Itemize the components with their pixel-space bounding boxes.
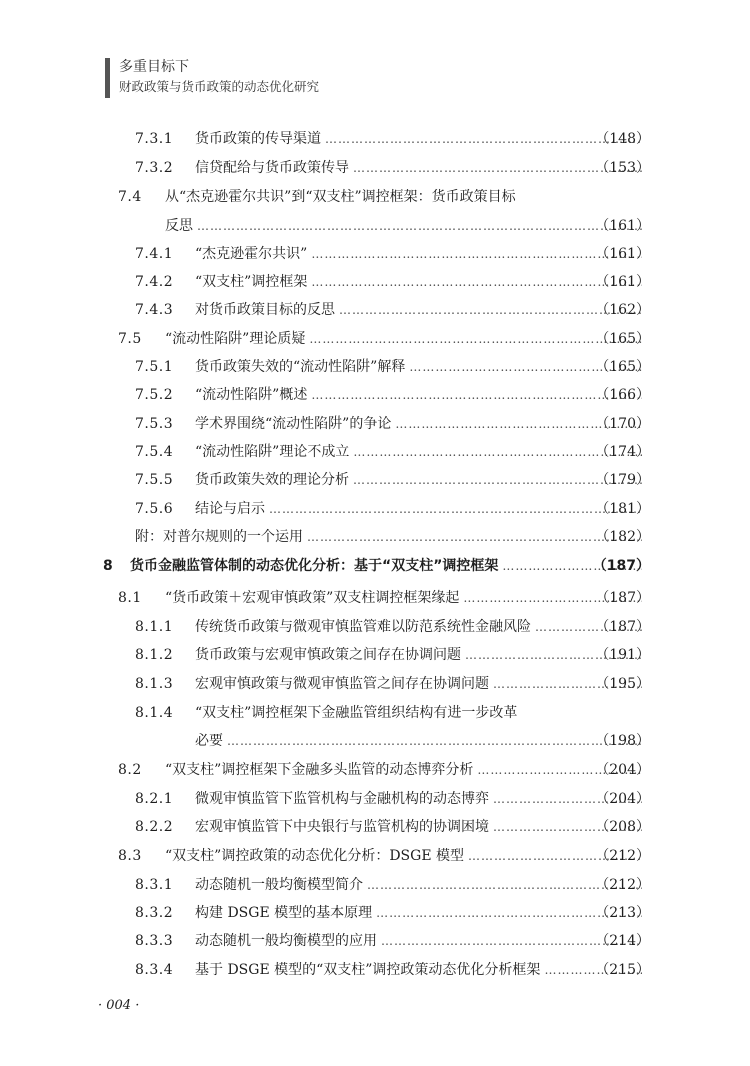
page-ref: （161）	[595, 218, 650, 234]
page-ref: （182）	[595, 529, 650, 545]
section-number: 8.1.1	[135, 619, 174, 635]
section-title: 对货币政策目标的反思	[195, 296, 339, 324]
toc-entry[interactable]	[0, 613, 750, 641]
toc-entry[interactable]	[0, 956, 750, 984]
page-ref: （181）	[595, 501, 650, 517]
section-title: 微观审慎监管下监管机构与金融机构的动态博弈	[195, 785, 493, 813]
section-title: 动态随机一般均衡模型简介	[195, 871, 367, 899]
toc-entry[interactable]	[0, 641, 750, 669]
toc-entry-continued[interactable]	[0, 727, 750, 755]
section-title: 信贷配给与货币政策传导	[195, 154, 353, 182]
section-number: 7.4	[118, 189, 142, 205]
page-ref: （165）	[595, 331, 650, 347]
toc-entry[interactable]	[0, 466, 750, 494]
page-ref: （191）	[595, 647, 650, 663]
section-number: 7.5.1	[135, 359, 174, 375]
page-ref: （212）	[595, 848, 650, 864]
section-number: 8.3.4	[135, 962, 174, 978]
section-title: “双支柱”调控政策的动态优化分析：DSGE 模型	[165, 842, 468, 870]
section-number: 7.5.4	[135, 444, 174, 460]
section-title: 动态随机一般均衡模型的应用	[195, 927, 381, 955]
toc-entry[interactable]	[0, 927, 750, 955]
toc-entry[interactable]	[0, 756, 750, 784]
section-title: 宏观审慎监管下中央银行与监管机构的协调困境	[195, 813, 493, 841]
book-subtitle: 财政政策与货币政策的动态优化研究	[119, 79, 320, 94]
page-ref: （215）	[595, 962, 650, 978]
section-title: 从“杰克逊霍尔共识”到“双支柱”调控框架：货币政策目标	[165, 189, 516, 205]
toc-entry[interactable]	[0, 670, 750, 698]
section-title: “流动性陷阱”概述	[195, 381, 311, 409]
toc-entry[interactable]	[0, 495, 750, 523]
section-title: 附：对普尔规则的一个运用	[135, 523, 307, 551]
page-ref: （187）	[595, 619, 650, 635]
section-title: “双支柱”调控框架下金融多头监管的动态博弈分析	[165, 756, 477, 784]
page-ref: （204）	[595, 762, 650, 778]
page-ref: （208）	[595, 819, 650, 835]
section-number: 7.5.3	[135, 416, 174, 432]
leader-dots	[197, 212, 642, 240]
toc-entry[interactable]	[0, 268, 750, 296]
section-number: 7.3.2	[135, 160, 174, 176]
section-title: 货币政策失效的“流动性陷阱”解释	[195, 353, 409, 381]
page-ref: （161）	[595, 274, 650, 290]
leader-dots	[309, 325, 642, 353]
toc-entry[interactable]	[0, 125, 750, 153]
section-title: “流动性陷阱”理论不成立	[195, 438, 353, 466]
section-title: “货币政策＋宏观审慎政策”双支柱调控框架缘起	[165, 584, 463, 612]
book-title: 多重目标下	[119, 59, 189, 75]
section-number: 8.2.2	[135, 819, 174, 835]
toc-entry[interactable]	[0, 381, 750, 409]
section-number: 8.3	[118, 848, 142, 864]
page-ref: （179）	[595, 472, 650, 488]
page-ref: （213）	[595, 905, 650, 921]
section-title: 构建 DSGE 模型的基本原理	[195, 899, 376, 927]
toc-entry[interactable]	[0, 325, 750, 353]
toc-entry[interactable]	[0, 438, 750, 466]
leader-dots	[311, 240, 642, 268]
section-number: 7.4.1	[135, 246, 174, 262]
page-ref: （153）	[595, 160, 650, 176]
page-ref: （170）	[595, 416, 650, 432]
page-ref: （214）	[595, 933, 650, 949]
page-ref: （174）	[595, 444, 650, 460]
section-number: 7.5	[118, 331, 142, 347]
section-title: 货币政策失效的理论分析	[195, 466, 353, 494]
section-number: 7.4.2	[135, 274, 174, 290]
toc-entry[interactable]	[0, 296, 750, 324]
section-title: 货币政策的传导渠道	[195, 125, 325, 153]
section-title: “双支柱”调控框架	[195, 268, 311, 296]
page-ref: （212）	[595, 877, 650, 893]
section-title: “流动性陷阱”理论质疑	[165, 325, 309, 353]
page-ref: （187）	[595, 590, 650, 606]
toc-entry[interactable]	[0, 813, 750, 841]
section-number: 8.1.4	[135, 705, 174, 721]
section-number: 8.1	[118, 590, 142, 606]
section-title-continued: 反思	[165, 212, 197, 240]
page-ref: （195）	[595, 676, 650, 692]
toc-entry[interactable]	[0, 183, 750, 211]
toc-entry[interactable]	[0, 842, 750, 870]
section-number: 7.3.1	[135, 131, 174, 147]
page-ref: （162）	[595, 302, 650, 318]
section-number: 8.2.1	[135, 791, 174, 807]
section-title: 宏观审慎政策与微观审慎监管之间存在协调问题	[195, 670, 493, 698]
section-number: 8.3.2	[135, 905, 174, 921]
toc-entry[interactable]	[0, 584, 750, 612]
section-number: 7.5.6	[135, 501, 174, 517]
section-number: 7.5.2	[135, 387, 174, 403]
section-number: 8.3.1	[135, 877, 174, 893]
section-number: 8.2	[118, 762, 142, 778]
section-number: 8.1.3	[135, 676, 174, 692]
leader-dots	[269, 495, 642, 523]
section-title: 传统货币政策与微观审慎监管难以防范系统性金融风险	[195, 613, 535, 641]
page-ref: （166）	[595, 387, 650, 403]
page-ref: （187）	[592, 558, 650, 574]
section-title-continued: 必要	[195, 727, 227, 755]
page-ref: （148）	[595, 131, 650, 147]
section-title: 基于 DSGE 模型的“双支柱”调控政策动态优化分析框架	[195, 956, 544, 984]
page-number: · 004 ·	[98, 998, 140, 1013]
leader-dots	[311, 381, 642, 409]
section-title: “双支柱”调控框架下金融监管组织结构有进一步改革	[195, 705, 518, 721]
section-title: 学术界围绕“流动性陷阱”的争论	[195, 410, 395, 438]
toc-entry[interactable]	[0, 785, 750, 813]
section-number: 7.5.5	[135, 472, 174, 488]
section-number: 8.1.2	[135, 647, 174, 663]
section-number: 7.4.3	[135, 302, 174, 318]
toc-entry[interactable]	[0, 353, 750, 381]
chapter-number: 8	[103, 558, 114, 574]
toc-entry[interactable]	[0, 523, 750, 551]
page-ref: （204）	[595, 791, 650, 807]
leader-dots	[307, 523, 642, 551]
toc-entry[interactable]	[0, 899, 750, 927]
toc-entry[interactable]	[0, 410, 750, 438]
toc-entry[interactable]	[0, 871, 750, 899]
section-title: 结论与启示	[195, 495, 269, 523]
leader-dots	[227, 727, 642, 755]
toc-entry[interactable]	[0, 154, 750, 182]
chapter-title: 货币金融监管体制的动态优化分析：基于“双支柱”调控框架	[130, 552, 502, 580]
page-ref: （161）	[595, 246, 650, 262]
section-title: 货币政策与宏观审慎政策之间存在协调问题	[195, 641, 465, 669]
toc-entry-continued[interactable]	[0, 212, 750, 240]
section-number: 8.3.3	[135, 933, 174, 949]
section-title: “杰克逊霍尔共识”	[195, 240, 311, 268]
leader-dots	[311, 268, 642, 296]
page-ref: （198）	[595, 733, 650, 749]
toc-chapter-entry[interactable]	[0, 552, 750, 580]
toc-entry[interactable]	[0, 240, 750, 268]
toc-entry[interactable]	[0, 699, 750, 727]
page-ref: （165）	[595, 359, 650, 375]
